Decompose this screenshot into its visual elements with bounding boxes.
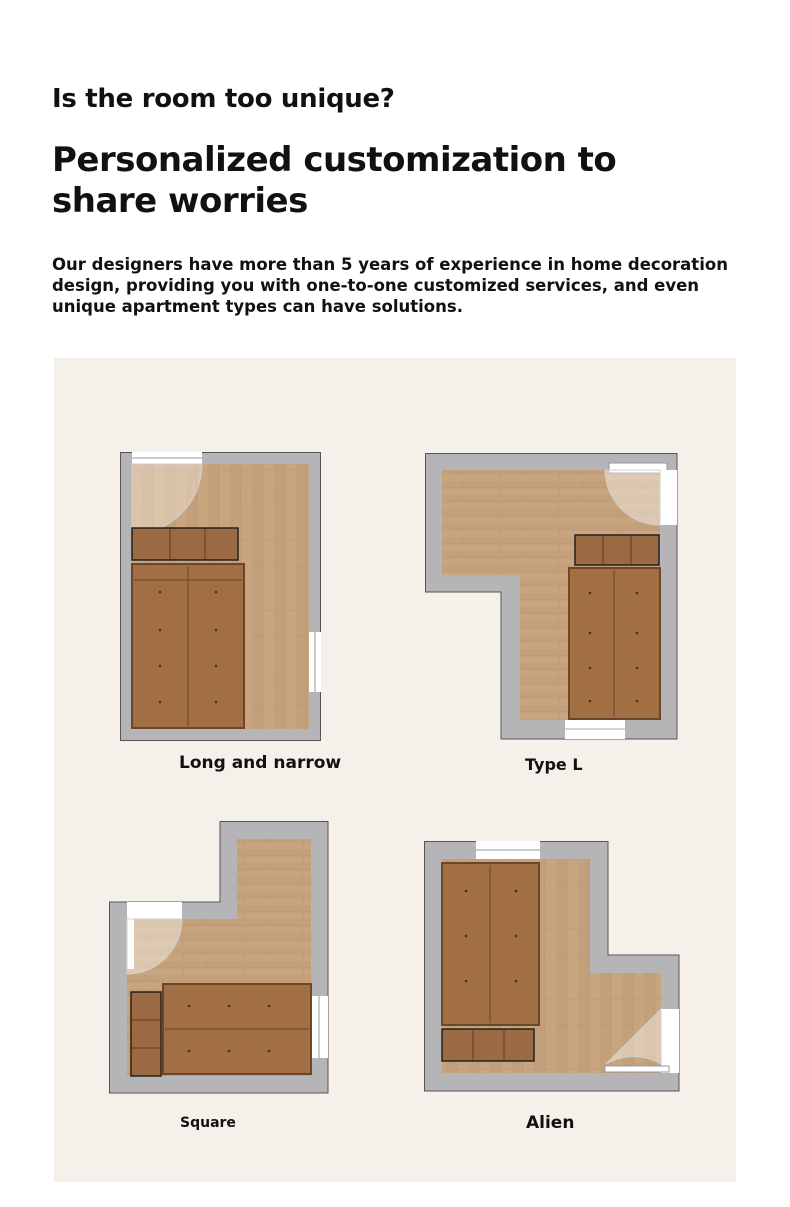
plan-label-long-narrow: Long and narrow [179, 753, 342, 773]
floor-plan-alien [424, 841, 680, 1093]
plan-label-type-l: Type L [525, 755, 583, 774]
floor-plan-long-narrow [120, 452, 322, 742]
subtitle: Is the room too unique? [52, 84, 395, 114]
floor-plan-type-l [425, 453, 679, 741]
description: Our designers have more than 5 years of experience in home decoration design, providing you with one-to-one customized services, and even unique apartment types can have solutions. [52, 255, 728, 316]
plan-label-alien: Alien [526, 1113, 575, 1133]
page-title: Personalized customization to share worries [52, 140, 617, 221]
floor-plan-square [109, 821, 330, 1095]
plan-label-square: Square [180, 1115, 236, 1131]
